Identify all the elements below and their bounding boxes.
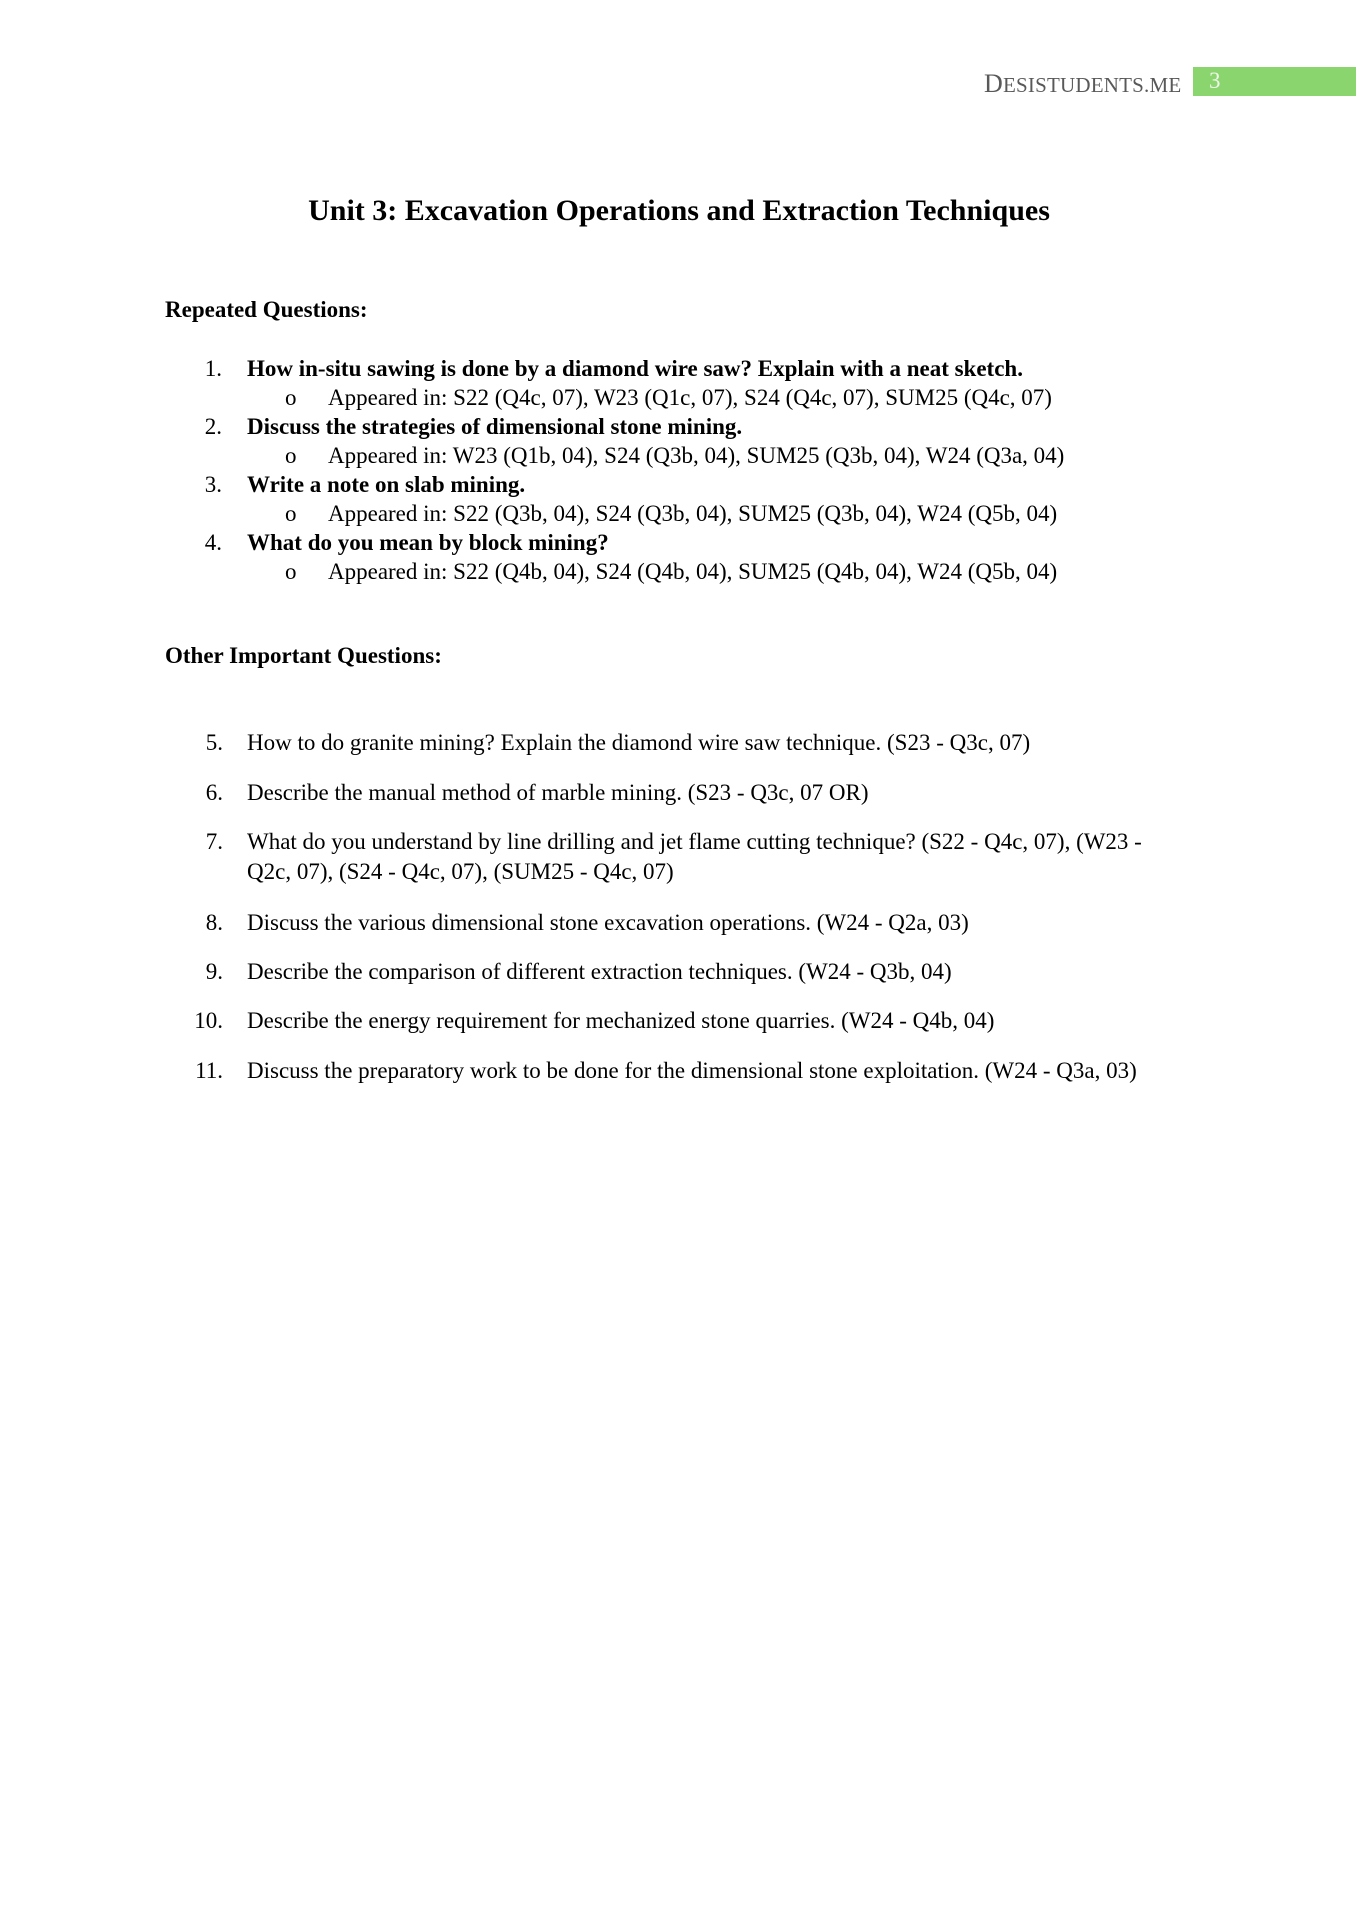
- question-number: 10.: [194, 1008, 223, 1033]
- question-text: Describe the comparison of different extraction techniques. (W24 - Q3b, 04): [247, 959, 952, 984]
- appeared-in-item: [0, 557, 1358, 586]
- bullet-icon: o: [285, 443, 297, 468]
- question-text: Discuss the preparatory work to be done for the dimensional stone exploitation. (W24 - Q3a, 03): [247, 1058, 1137, 1083]
- question-text: What do you mean by block mining?: [247, 530, 609, 555]
- question-item: [0, 470, 1358, 499]
- question-number: 6.: [205, 780, 223, 805]
- question-text: Describe the manual method of marble mining. (S23 - Q3c, 07 OR): [247, 780, 869, 805]
- question-text: What do you understand by line drilling and jet flame cutting technique? (S22 - Q4c, 07), (W23 - Q2c, 07), (S24 - Q4c, 07), (SUM25 - Q4c, 07): [247, 829, 1142, 884]
- site-name-initial: D: [984, 69, 1003, 98]
- question-item: [0, 412, 1358, 441]
- page-number: 3: [1209, 68, 1221, 93]
- appeared-in-text: Appeared in: S22 (Q4b, 04), S24 (Q4b, 04), SUM25 (Q4b, 04), W24 (Q5b, 04): [328, 559, 1058, 584]
- repeated-questions-list: [0, 354, 1358, 586]
- question-text: How to do granite mining? Explain the diamond wire saw technique. (S23 - Q3c, 07): [247, 730, 1031, 755]
- question-text: How in-situ sawing is done by a diamond wire saw? Explain with a neat sketch.: [247, 356, 1023, 381]
- question-item: [0, 528, 1358, 557]
- site-name: [984, 69, 1181, 99]
- question-text: Discuss the various dimensional stone excavation operations. (W24 - Q2a, 03): [247, 910, 969, 935]
- site-name-rest: ESISTUDENTS.ME: [1002, 73, 1182, 97]
- appeared-in-item: [0, 441, 1358, 470]
- question-number: 9.: [205, 959, 223, 984]
- question-number: 8.: [205, 910, 223, 935]
- question-text: Discuss the strategies of dimensional stone mining.: [247, 414, 743, 439]
- repeated-questions-heading: Repeated Questions:: [165, 297, 368, 322]
- appeared-in-text: Appeared in: S22 (Q3b, 04), S24 (Q3b, 04), SUM25 (Q3b, 04), W24 (Q5b, 04): [328, 501, 1058, 526]
- question-item: [0, 354, 1358, 383]
- question-number: 5.: [205, 730, 223, 755]
- bullet-icon: o: [285, 385, 297, 410]
- question-text: Write a note on slab mining.: [247, 472, 526, 497]
- question-number: 2.: [204, 414, 222, 439]
- question-number: 11.: [195, 1058, 223, 1083]
- question-number: 1.: [204, 356, 222, 381]
- question-number: 7.: [205, 829, 223, 854]
- appeared-in-item: [0, 383, 1358, 412]
- page-title: Unit 3: Excavation Operations and Extraction Techniques: [308, 194, 1050, 227]
- appeared-in-text: Appeared in: S22 (Q4c, 07), W23 (Q1c, 07), S24 (Q4c, 07), SUM25 (Q4c, 07): [328, 385, 1052, 410]
- page-number-box: [1193, 67, 1356, 96]
- question-number: 3.: [204, 472, 222, 497]
- question-number: 4.: [204, 530, 222, 555]
- other-questions-heading: Other Important Questions:: [165, 643, 442, 668]
- question-text: Describe the energy requirement for mechanized stone quarries. (W24 - Q4b, 04): [247, 1008, 995, 1033]
- appeared-in-text: Appeared in: W23 (Q1b, 04), S24 (Q3b, 04), SUM25 (Q3b, 04), W24 (Q3a, 04): [328, 443, 1065, 468]
- bullet-icon: o: [285, 559, 297, 584]
- bullet-icon: o: [285, 501, 297, 526]
- appeared-in-item: [0, 499, 1358, 528]
